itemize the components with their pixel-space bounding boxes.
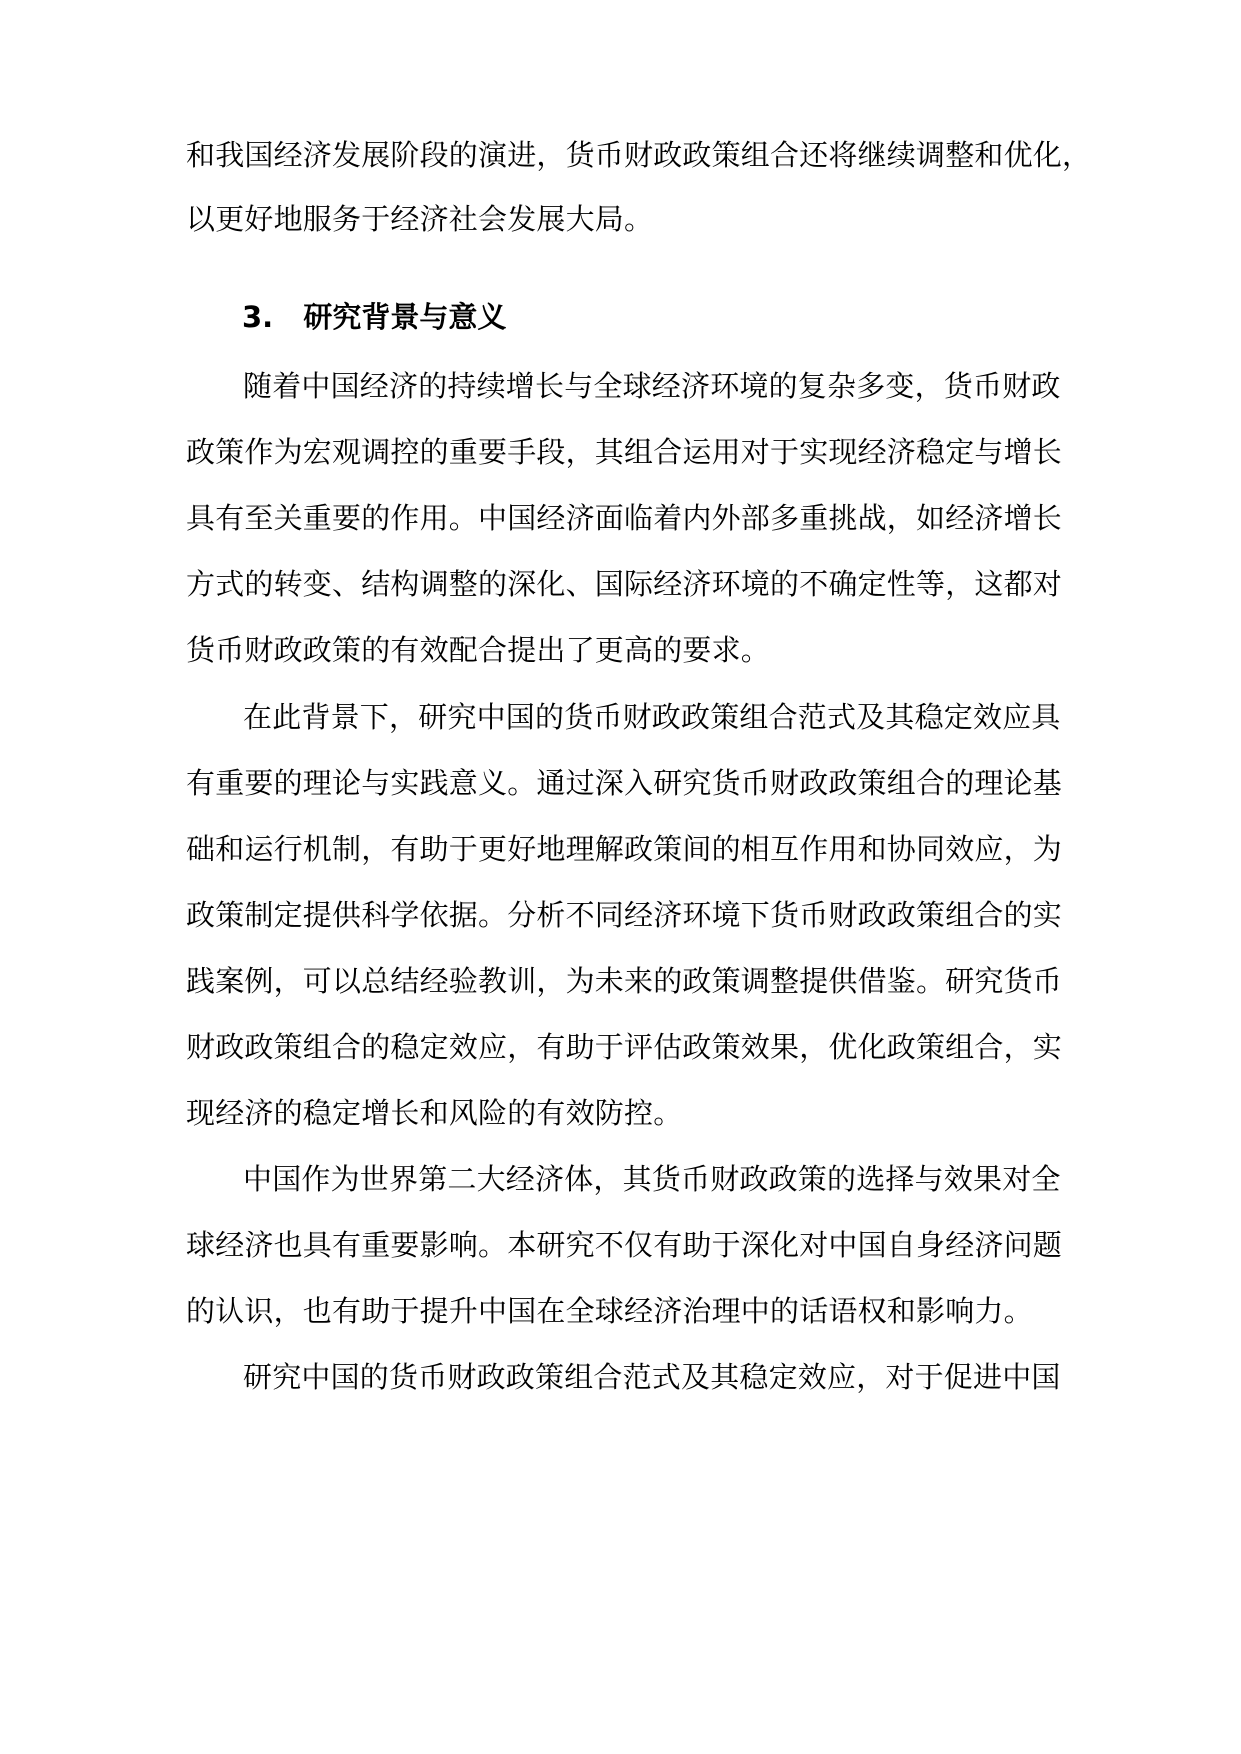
body-text-line: 践案例，可以总结经验教训，为未来的政策调整提供借鉴。研究货币 [186, 964, 1063, 998]
body-text-line: 的认识，也有助于提升中国在全球经济治理中的话语权和影响力。 [186, 1294, 1033, 1328]
section-title: 研究背景与意义 [303, 300, 507, 334]
body-text-line: 具有至关重要的作用。中国经济面临着内外部多重挑战，如经济增长 [186, 501, 1063, 535]
section-heading [242, 297, 506, 337]
paragraph-first-line: 随着中国经济的持续增长与全球经济环境的复杂多变，货币财政 [243, 369, 1061, 403]
body-text-line: 以更好地服务于经济社会发展大局。 [186, 202, 654, 236]
paragraph-first-line: 在此背景下，研究中国的货币财政政策组合范式及其稳定效应具 [243, 700, 1061, 734]
body-text-line: 货币财政政策的有效配合提出了更高的要求。 [186, 633, 771, 667]
body-text-line: 和我国经济发展阶段的演进，货币财政政策组合还将继续调整和优化， [186, 138, 1092, 172]
body-text-line: 政策制定提供科学依据。分析不同经济环境下货币财政政策组合的实 [186, 898, 1063, 932]
body-text-line: 财政政策组合的稳定效应，有助于评估政策效果，优化政策组合，实 [186, 1030, 1063, 1064]
paragraph-first-line: 研究中国的货币财政政策组合范式及其稳定效应，对于促进中国 [243, 1360, 1061, 1394]
body-text-line: 础和运行机制，有助于更好地理解政策间的相互作用和协同效应，为 [186, 832, 1063, 866]
body-text-line: 现经济的稳定增长和风险的有效防控。 [186, 1096, 683, 1130]
body-text-line: 球经济也具有重要影响。本研究不仅有助于深化对中国自身经济问题 [186, 1228, 1063, 1262]
section-number: 3. [242, 300, 274, 334]
paragraph-first-line: 中国作为世界第二大经济体，其货币财政政策的选择与效果对全 [243, 1162, 1061, 1196]
body-text-line: 方式的转变、结构调整的深化、国际经济环境的不确定性等，这都对 [186, 567, 1063, 601]
body-text-line: 政策作为宏观调控的重要手段，其组合运用对于实现经济稳定与增长 [186, 435, 1063, 469]
body-text-line: 有重要的理论与实践意义。通过深入研究货币财政政策组合的理论基 [186, 766, 1063, 800]
